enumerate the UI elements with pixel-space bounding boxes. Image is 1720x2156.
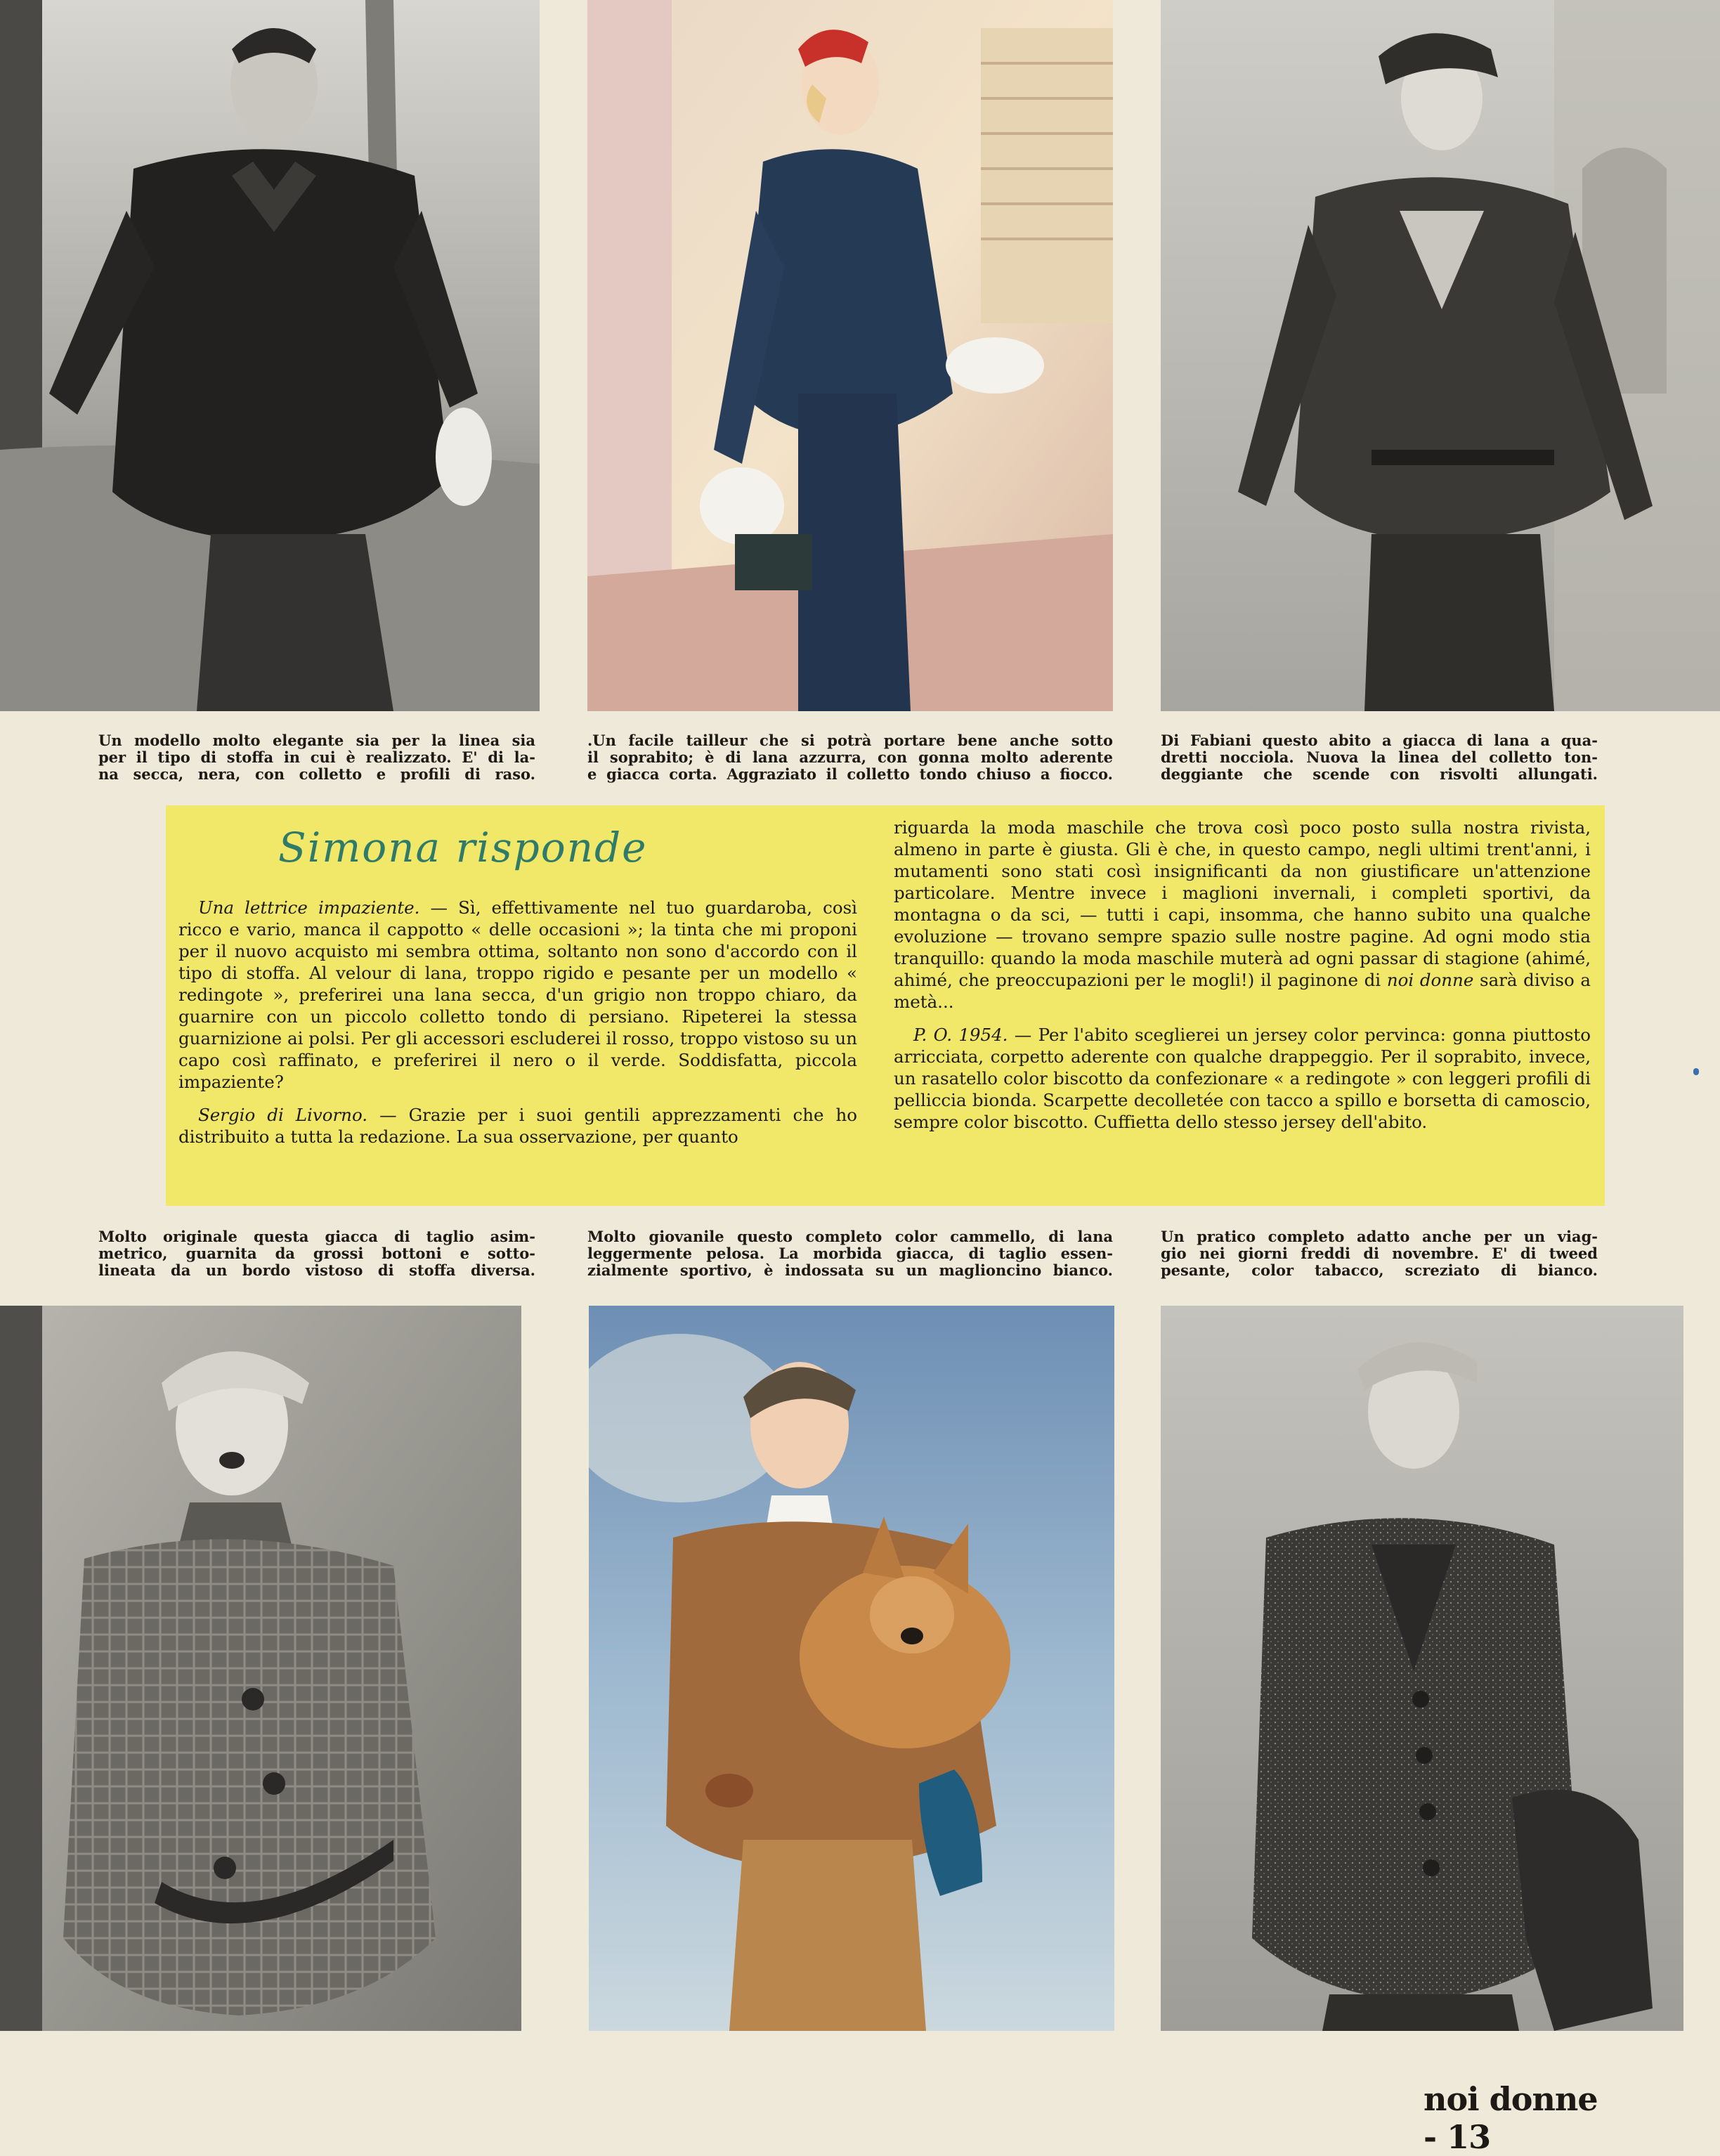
caption-line: leggermente pelosa. La morbida giacca, di taglio essen- <box>587 1245 1113 1262</box>
caption-line: dretti nocciola. Nuova la linea del colletto ton- <box>1161 748 1598 766</box>
caption-line: Un pratico completo adatto anche per un viag- <box>1161 1228 1598 1245</box>
photo-camel-suit-with-dog <box>589 1306 1114 2031</box>
caption-line: pesante, color tabacco, screziato di bianco. <box>1161 1261 1598 1279</box>
column-left-text <box>178 897 857 1159</box>
caption-line: e giacca corta. Aggraziato il colletto tondo chiuso a fiocco. <box>587 765 1113 783</box>
magazine-name-inline: noi donne <box>1386 970 1474 990</box>
letter-reply-paragraph <box>178 897 857 1093</box>
caption-line: deggiante che scende con risvolti allungati. <box>1161 765 1598 783</box>
caption-line: Molto originale questa giacca di taglio asim- <box>98 1228 535 1245</box>
caption-line: zialmente sportivo, è indossata su un maglioncino bianco. <box>587 1261 1113 1279</box>
caption-top-right <box>1161 732 1598 783</box>
page-footer: noi donne - 13 <box>1423 2080 1598 2156</box>
letter-reply-text: riguarda la moda maschile che trova così poco posto sulla nostra rivista, almeno in parte è giusta. Gli è che, in questo campo, negli ultimi trent'anni, i mutamenti sono stati così insignificanti da non giustificare un'attenzione particolare. Mentre invece i maglioni invernali, i completi sportivi, da montagna o da sci, — tutti i capi, insomma, che hanno subito una qualche evoluzione — trovano sempre spazio sulle nostre pagine. Ad ogni modo stia tranquillo: quando la moda maschile muterà ad ogni passar di stagione (ahimé, ahimé, che preoccupazioni per le mogli!) il paginone di <box>894 817 1591 990</box>
caption-line: Un modello molto elegante sia per la linea sia <box>98 732 535 749</box>
photo-tweed-suit-model <box>1161 1306 1683 2031</box>
letter-signature: Una lettrice impaziente. <box>198 897 420 918</box>
letter-reply-paragraph <box>894 817 1591 1013</box>
caption-bottom-right <box>1161 1228 1598 1279</box>
photo-asymmetric-jacket-model <box>0 1306 521 2031</box>
caption-line: il soprabito; è di lana azzurra, con gonna molto aderente <box>587 748 1113 766</box>
caption-line: metrico, guarnita da grossi bottoni e sotto- <box>98 1245 535 1262</box>
caption-bottom-center <box>587 1228 1113 1279</box>
photo-blue-suit-model <box>587 0 1113 711</box>
column-title: Simona risponde <box>278 824 648 871</box>
caption-bottom-left <box>98 1228 535 1279</box>
photo-fabiani-suit-model <box>1161 0 1720 711</box>
letter-reply-paragraph <box>178 1104 857 1148</box>
letter-signature: Sergio di Livorno. <box>198 1105 368 1125</box>
letter-reply-text: — Sì, effettivamente nel tuo guardaroba, così ricco e vario, manca il cappotto « delle occasioni »; la tinta che mi proponi per il nuovo acquisto mi sembra ottima, soltanto non sono d'accordo con il tipo di stoffa. Al velour di lana, troppo rigido e pesante per un modello « redingote », preferirei una lana secca, d'un grigio non troppo chiaro, da guarnire con un piccolo colletto tondo di persiano. Ripeterei la stessa guarnizione ai polsi. Per gli accessori escluderei il rosso, troppo vistoso su un capo così raffinato, e preferirei il nero o il verde. Soddisfatta, piccola impaziente? <box>178 897 857 1092</box>
caption-line: Di Fabiani questo abito a giacca di lana a qua- <box>1161 732 1598 749</box>
caption-top-center <box>587 732 1113 783</box>
caption-line: per il tipo di stoffa in cui è realizzato. E' di la- <box>98 748 535 766</box>
letter-reply-text: sarà diviso a metà... <box>894 970 1591 1012</box>
photo-black-jacket-model <box>0 0 540 711</box>
ink-speck <box>1693 1068 1699 1075</box>
advice-column-box <box>166 805 1605 1206</box>
caption-line: .Un facile tailleur che si potrà portare bene anche sotto <box>587 732 1113 749</box>
caption-line: na secca, nera, con colletto e profili di raso. <box>98 765 535 783</box>
caption-top-left <box>98 732 535 783</box>
letter-reply-paragraph <box>894 1024 1591 1133</box>
caption-line: Molto giovanile questo completo color cammello, di lana <box>587 1228 1113 1245</box>
caption-line: lineata da un bordo vistoso di stoffa diversa. <box>98 1261 535 1279</box>
caption-line: gio nei giorni freddi di novembre. E' di tweed <box>1161 1245 1598 1262</box>
letter-reply-text: — Per l'abito sceglierei un jersey color pervinca: gonna piuttosto arricciata, corpetto aderente con qualche drappeggio. Per il soprabito, invece, un rasatello color biscotto da confezionare « a redingote » con leggeri profili di pelliccia bionda. Scarpette decolletée con tacco a spillo e borsetta di camoscio, sempre color biscotto. Cuffietta dello stesso jersey dell'abito. <box>894 1025 1591 1132</box>
column-right-text <box>894 817 1591 1144</box>
letter-signature: P. O. 1954. <box>913 1025 1008 1045</box>
letter-reply-text: — Grazie per i suoi gentili apprezzamenti che ho distribuito a tutta la redazione. La sua osservazione, per quanto <box>178 1105 858 1147</box>
